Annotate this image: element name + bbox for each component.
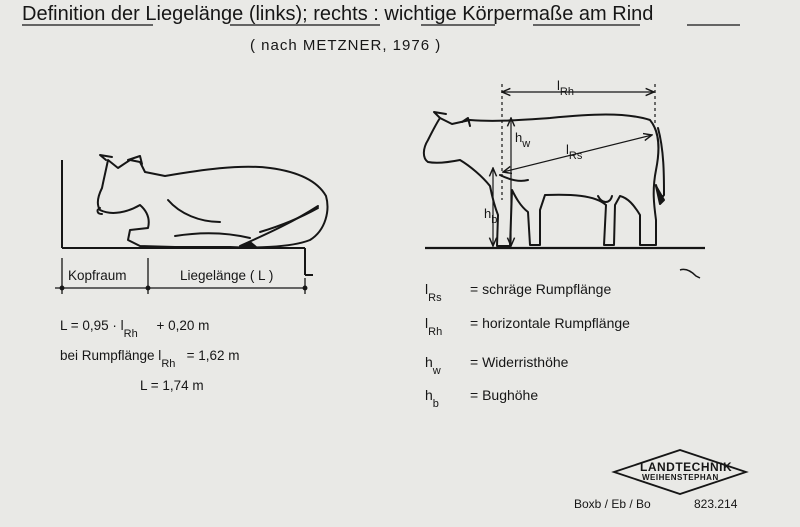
dim-lrh-sym: l: [557, 78, 560, 93]
legend-text: = horizontale Rumpflänge: [470, 315, 630, 331]
legend-sub: b: [432, 398, 439, 410]
legend-sub: w: [432, 365, 441, 377]
legend-item-lrh: [425, 315, 630, 338]
formula-1: [60, 318, 210, 340]
footer-authors: Boxb / Eb / Bo: [574, 497, 651, 511]
formula-3: L = 1,74 m: [140, 378, 204, 393]
dim-hb-sym: h: [484, 206, 492, 221]
legend-sub: Rh: [428, 326, 443, 338]
legend-text: = Widerristhöhe: [470, 354, 569, 370]
formula-1-tail: + 0,20 m: [156, 318, 210, 333]
legend-sym: h: [425, 354, 433, 370]
label-liegelaenge: Liegelänge ( L ): [180, 268, 274, 283]
footer-code: 823.214: [694, 497, 738, 511]
formula-1-sub: Rh: [123, 328, 138, 340]
legend-text: = Bughöhe: [470, 387, 539, 403]
legend-text: = schräge Rumpflänge: [470, 281, 612, 297]
dim-hb-label: [484, 206, 498, 226]
label-kopfraum: Kopfraum: [68, 268, 127, 283]
dim-hw-sub: w: [522, 138, 531, 150]
speck: [680, 269, 700, 278]
legend-item-hb: [425, 387, 539, 410]
legend-item-hw: [425, 354, 569, 377]
formula-2-main: bei Rumpflänge l: [60, 348, 162, 363]
lying-cow-frame: [62, 160, 313, 275]
dim-lrs-sym: l: [566, 142, 569, 157]
legend-item-lrs: [425, 281, 612, 304]
dim-lrs-label: [566, 142, 583, 162]
logo-line1: LANDTECHNIK: [640, 460, 733, 474]
legend-sym: h: [425, 387, 433, 403]
dim-hw-label: [515, 130, 531, 150]
dim-hw-sym: h: [515, 130, 523, 145]
formula-2: [60, 348, 240, 370]
dim-lrh-sub: Rh: [559, 86, 574, 98]
dim-lrh-label: [557, 78, 574, 98]
dim-hb-sub: b: [491, 214, 498, 226]
page-title: Definition der Liegelänge (links); rechts : wichtige Körpermaße am Rind: [22, 3, 654, 25]
formula-2-tail: = 1,62 m: [186, 348, 240, 363]
formula-1-main: L = 0,95 · l: [60, 318, 124, 333]
legend-sym: l: [425, 281, 429, 297]
formula-2-sub: Rh: [161, 358, 176, 370]
lying-cow-drawing: [98, 155, 328, 247]
legend-sym: l: [425, 315, 429, 331]
logo-line2: WEIHENSTEPHAN: [642, 473, 719, 482]
legend-sub: Rs: [428, 292, 442, 304]
page-subtitle: ( nach METZNER, 1976 ): [250, 37, 442, 54]
dim-lrs-sub: Rs: [568, 150, 583, 162]
standing-cow-drawing: [424, 112, 664, 246]
